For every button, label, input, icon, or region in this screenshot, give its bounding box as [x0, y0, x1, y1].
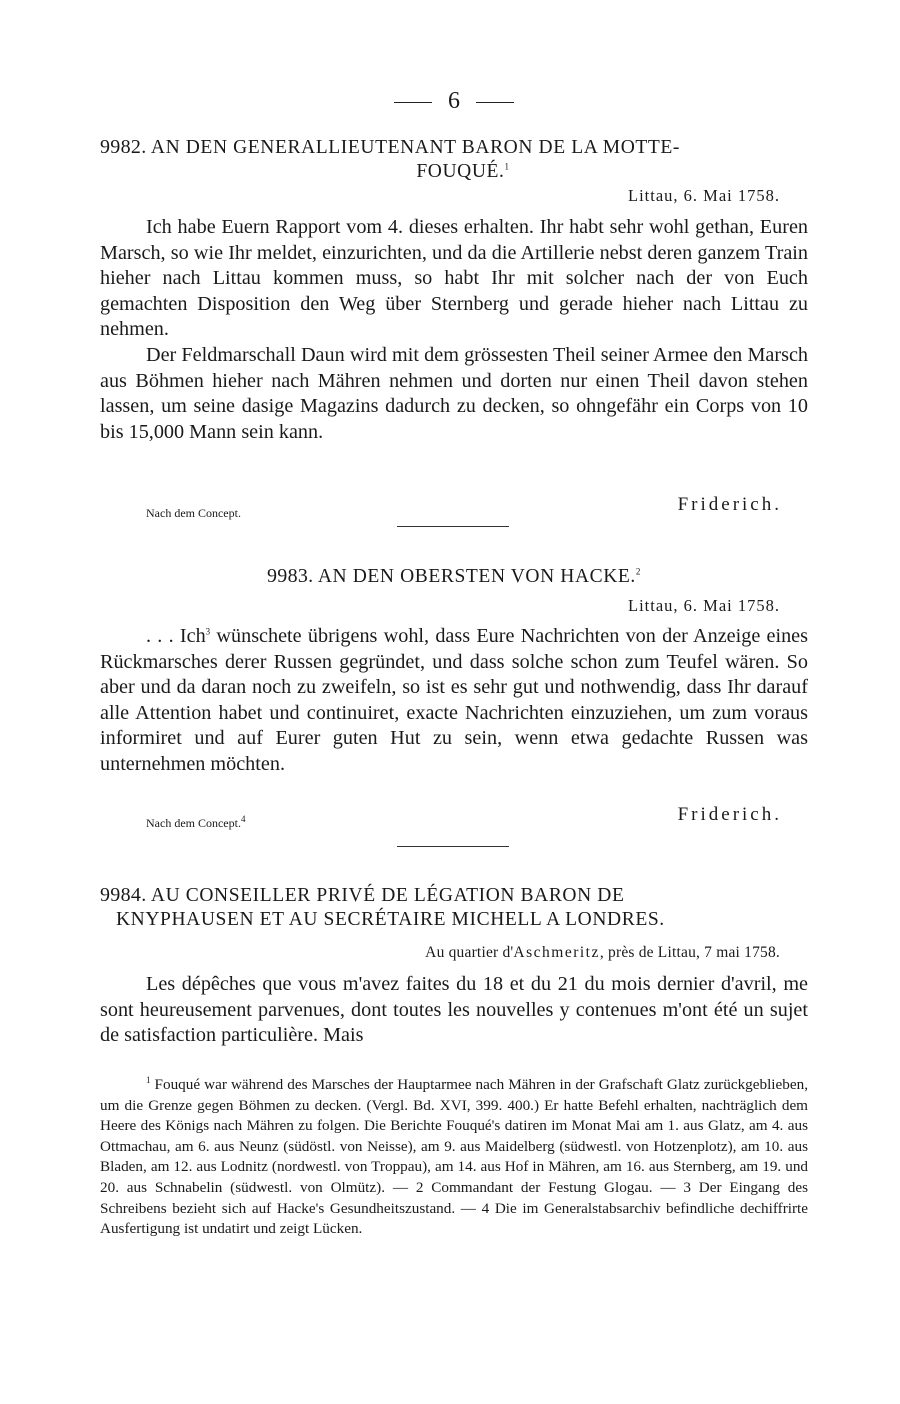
letter-date: Littau, 6. Mai 1758. [628, 596, 780, 615]
letter-paragraph: Ich habe Euern Rapport vom 4. dieses erhalten. Ihr habt sehr wohl gethan, Euren Marsch, so wie Ihr meldet, einzurichten, und da die Artillerie nebst deren ganzem Train hieher nach Littau kommen muss, so habt Ihr mit solcher nach der von Euch gemachten Disposition den Weg über Sternberg und gerade hieher nach Littau zu nehmen. [100, 216, 808, 341]
letter-number: 9984. [100, 884, 147, 906]
letter-recipient-cont: KNYPHAUSEN ET AU SECRÉTAIRE MICHELL A LONDRES. [116, 909, 665, 930]
letter-9983-body [100, 624, 808, 778]
page [100, 0, 808, 1404]
ellipsis-opening: . . . Ich [146, 625, 206, 647]
dash-right [476, 102, 514, 103]
dash-left [394, 102, 432, 103]
letter-number: 9982. [100, 136, 147, 158]
footnote-ref: 4 [240, 814, 246, 824]
signature: Friderich. [677, 804, 782, 825]
letter-recipient: AN DEN OBERSTEN VON HACKE. [317, 566, 636, 587]
footnote-ref: 1 [504, 161, 510, 172]
letter-9982-body [100, 215, 808, 445]
letter-paragraph: Les dépêches que vous m'avez faites du 18 et du 21 du mois dernier d'avril, me sont heureusement parvenues, dont toutes les nouvelles y contenues m'ont été un sujet de satisfaction particulière. Mais [100, 973, 808, 1047]
letter-9983-heading [100, 565, 808, 588]
letter-9982-heading-cont [100, 160, 808, 183]
letter-date: Littau, 6. Mai 1758. [628, 186, 780, 205]
letter-date [425, 944, 780, 962]
footnote-ref: 2 [635, 566, 642, 577]
letter-paragraph [100, 624, 808, 778]
signature: Friderich. [677, 494, 782, 515]
footnote-body: Fouqué war während des Marsches der Hauptarmee nach Mähren in der Grafschaft Glatz zurückgeblieben, um die Grenze gegen Böhmen zu decken. (Vergl. Bd. XVI, 399. 400.) Er hatte Befehl erhalten, nachträglich dem Heere des Königs nach Mähren zu folgen. Die Berichte Fouqué's datiren im Monat Mai am 1. aus Glatz, am 4. aus Ottmachau, am 6. aus Neunz (südöstl. von Neisse), am 9. aus Maidelberg (südwestl. von Hotzenplotz), am 10. aus Bladen, am 12. aus Lodnitz (nordwestl. von Troppau), am 14. aus Hof in Mähren, am 16. aus Sternberg, am 19. und 20. aus Schnabelin (südwestl. von Olmütz). — 2 Commandant der Festung Glogau. — 3 Der Eingang des Schreibens bezieht sich auf Hacke's Gesundheitszustand. — 4 Die im Generalstabsarchiv befindliche dechiffrirte Ausfertigung ist undatirt und zeigt Lücken. [100, 1076, 808, 1238]
footnote-text [100, 1075, 808, 1240]
source-text: Nach dem Concept. [146, 816, 241, 830]
source-note [146, 816, 245, 831]
page-number [100, 88, 808, 115]
footnote-ref: 3 [205, 626, 211, 637]
footnote-mark: 1 [146, 1074, 151, 1085]
letter-recipient-cont: FOUQUÉ. [416, 161, 505, 182]
date-place: Aschmeritz [513, 944, 600, 961]
date-prefix: Au quartier d' [425, 944, 514, 961]
section-divider [397, 526, 509, 527]
date-suffix: , près de Littau, 7 mai 1758. [599, 944, 780, 961]
letter-recipient: AU CONSEILLER PRIVÉ DE LÉGATION BARON DE [150, 885, 625, 906]
letter-9984-heading-cont [100, 908, 808, 931]
letter-text: wünschete übrigens wohl, dass Eure Nachrichten von der Anzeige eines Rückmarsches derer Russen gegründet, und dass solche schon zum Teufel wären. So aber und da daran noch zu zweifeln, so ist es sehr gut und nothwendig, dass Ihr darauf alle Attention habet und continuiret, exacte Nachrichten einzuziehen, um zum voraus informiret und auf Eurer guten Hut zu sein, wenn etwa gedachte Russen was unternehmen möchten. [100, 625, 809, 775]
page-number-text: 6 [448, 88, 460, 114]
letter-9984-heading [100, 884, 808, 907]
letter-paragraph: Der Feldmarschall Daun wird mit dem grössesten Theil seiner Armee den Marsch aus Böhmen hieher nach Mähren nehmen und dorten nur einen Theil davon stehen lassen, um seine dasige Magazins dadurch zu decken, so ohngefähr ein Corps von 10 bis 15,000 Mann sein kann. [100, 343, 808, 443]
letter-number: 9983. [266, 565, 314, 587]
source-note: Nach dem Concept. [146, 506, 241, 520]
letter-9982-heading [100, 136, 808, 159]
letter-recipient: AN DEN GENERALLIEUTENANT BARON DE LA MOTTE- [150, 137, 681, 158]
letter-9984-body [100, 972, 808, 1049]
footnotes [100, 1075, 808, 1240]
section-divider [397, 846, 509, 847]
